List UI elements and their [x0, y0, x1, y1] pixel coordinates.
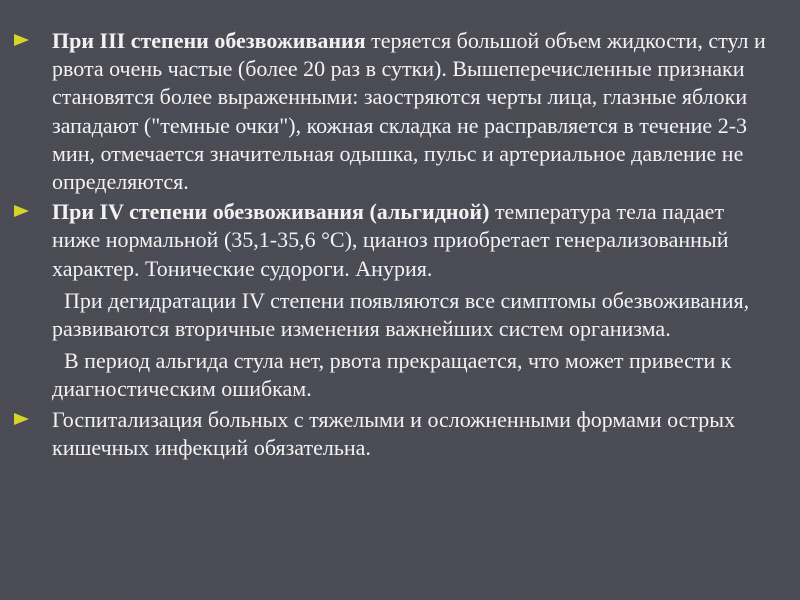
- bullet-item-hospitalization: [14, 406, 770, 462]
- item-heading: При IV степени обезвоживания (альгидной): [52, 199, 490, 225]
- arrow-bullet-icon: [14, 34, 29, 46]
- item-text: температура тела падает ниже нормальной (35,1-35,6 °С), цианоз приобретает генерализованный характер. Тонические судороги. Анурия.: [52, 199, 729, 281]
- bullet-item-stage-3: [14, 27, 770, 196]
- arrow-bullet-icon: [14, 413, 29, 425]
- paragraph-dehydration: При дегидратации IV степени появляются все симптомы обезвоживания, развиваются вторичные изменения важнейших систем организма.: [52, 287, 750, 342]
- paragraph-algid: В период альгида стула нет, рвота прекращается, что может привести к диагностическим ошибкам.: [52, 348, 732, 402]
- item-text: Госпитализация больных с тяжелыми и осложненными формами острых кишечных инфекций обязательна.: [52, 406, 736, 460]
- item-heading: При III степени обезвоживания: [52, 28, 366, 53]
- bullet-item-stage-4: [14, 198, 770, 283]
- arrow-bullet-icon: [14, 205, 29, 217]
- item-text: теряется большой объем жидкости, стул и рвота очень частые (более 20 раз в сутки). Вышеперечисленные признаки становятся более выраженными: заостряются черты лица, глазные яблоки западают ("темные очки"), кожная складка не расправляется в течение 2-3 мин, отмечается значительная одышка, пульс и артериальное давление не определяются.: [52, 28, 766, 195]
